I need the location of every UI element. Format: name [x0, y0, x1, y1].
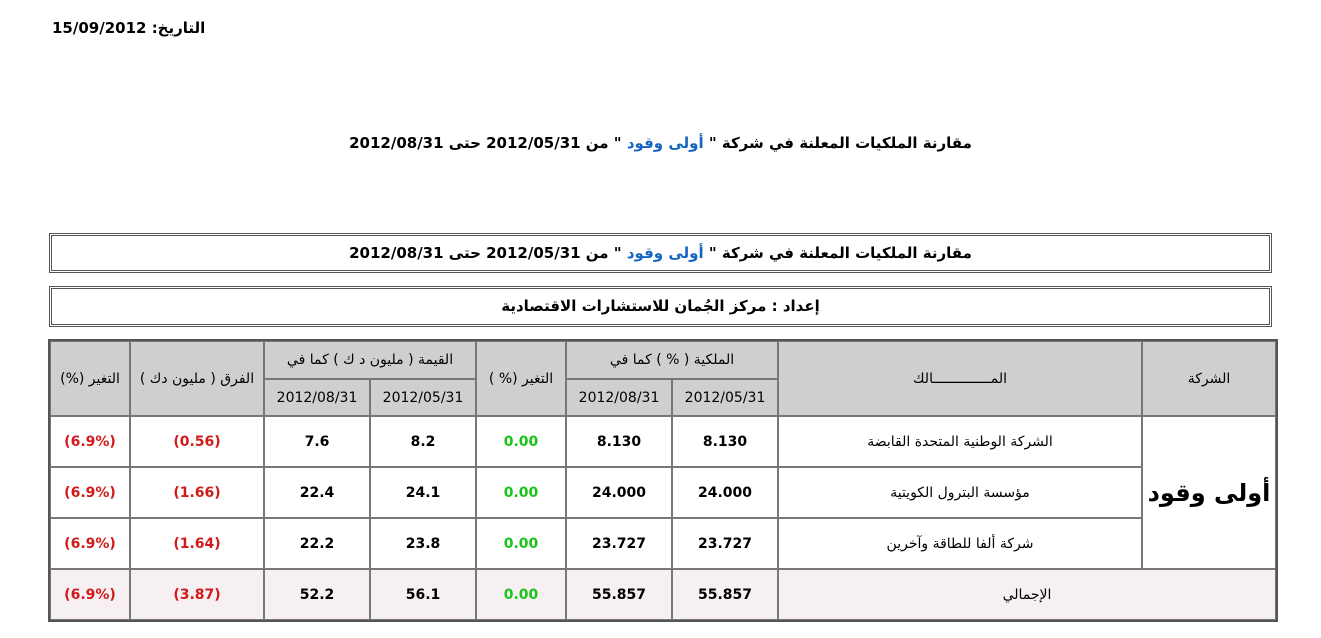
header-owner: المــــــــــــــالك	[778, 341, 1142, 416]
diff-cell: (1.64)	[130, 518, 264, 569]
prepared-by-box	[49, 286, 1272, 327]
report-date	[52, 19, 212, 41]
date-value: 15/09/2012	[52, 19, 147, 37]
page-title	[0, 134, 1321, 158]
change-pct-cell: 0.00	[476, 416, 566, 467]
table-row	[50, 467, 1276, 518]
title-company: أولى وقود	[626, 134, 704, 152]
total-change-cell: (6.9%)	[50, 569, 130, 620]
total-change-pct-cell: 0.00	[476, 569, 566, 620]
change-pct-cell: 0.00	[476, 467, 566, 518]
ownership-date2-cell: 8.130	[566, 416, 672, 467]
value-date2-cell: 7.6	[264, 416, 370, 467]
total-ownership-date1-cell: 55.857	[672, 569, 778, 620]
owner-cell: شركة ألفا للطاقة وآخرين	[778, 518, 1142, 569]
header-value: القيمة ( مليون د ك ) كما في	[264, 341, 476, 379]
header-diff: الفرق ( مليون دك )	[130, 341, 264, 416]
value-date1-cell: 23.8	[370, 518, 476, 569]
change-cell: (6.9%)	[50, 467, 130, 518]
value-date2-cell: 22.4	[264, 467, 370, 518]
diff-cell: (1.66)	[130, 467, 264, 518]
box-title-suffix: " من 2012/05/31 حتى 2012/08/31	[349, 244, 622, 262]
change-pct-cell: 0.00	[476, 518, 566, 569]
value-date2-cell: 22.2	[264, 518, 370, 569]
value-date1-cell: 8.2	[370, 416, 476, 467]
box-title-company: أولى وقود	[626, 244, 704, 262]
header-change-pct: التغير (% )	[476, 341, 566, 416]
ownership-date1-cell: 8.130	[672, 416, 778, 467]
table-title-box	[49, 233, 1272, 273]
header-value-date2: 2012/08/31	[264, 379, 370, 416]
total-diff-cell: (3.87)	[130, 569, 264, 620]
total-ownership-date2-cell: 55.857	[566, 569, 672, 620]
title-prefix: مقارنة الملكيات المعلنة في شركة "	[708, 134, 972, 152]
total-row	[50, 569, 1276, 620]
date-label: التاريخ:	[151, 19, 206, 37]
ownership-date1-cell: 24.000	[672, 467, 778, 518]
header-company: الشركة	[1142, 341, 1276, 416]
ownership-date2-cell: 24.000	[566, 467, 672, 518]
header-ownership-date1: 2012/05/31	[672, 379, 778, 416]
ownership-date2-cell: 23.727	[566, 518, 672, 569]
header-change: التغير (%)	[50, 341, 130, 416]
header-value-date1: 2012/05/31	[370, 379, 476, 416]
diff-cell: (0.56)	[130, 416, 264, 467]
header-ownership-date2: 2012/08/31	[566, 379, 672, 416]
value-date1-cell: 24.1	[370, 467, 476, 518]
prepared-by: إعداد : مركز الجُمان للاستشارات الاقتصادية	[501, 297, 820, 315]
box-title-prefix: مقارنة الملكيات المعلنة في شركة "	[708, 244, 972, 262]
change-cell: (6.9%)	[50, 416, 130, 467]
company-name-cell: أولى وقود	[1142, 416, 1276, 569]
ownership-table	[48, 339, 1278, 622]
owner-cell: الشركة الوطنية المتحدة القابضة	[778, 416, 1142, 467]
header-ownership: الملكية ( % ) كما في	[566, 341, 778, 379]
ownership-date1-cell: 23.727	[672, 518, 778, 569]
owner-cell: مؤسسة البترول الكويتية	[778, 467, 1142, 518]
table-row	[50, 518, 1276, 569]
title-suffix: " من 2012/05/31 حتى 2012/08/31	[349, 134, 622, 152]
total-value-date1-cell: 56.1	[370, 569, 476, 620]
total-value-date2-cell: 52.2	[264, 569, 370, 620]
total-label-cell: الإجمالي	[778, 569, 1276, 620]
change-cell: (6.9%)	[50, 518, 130, 569]
table-row	[50, 416, 1276, 467]
